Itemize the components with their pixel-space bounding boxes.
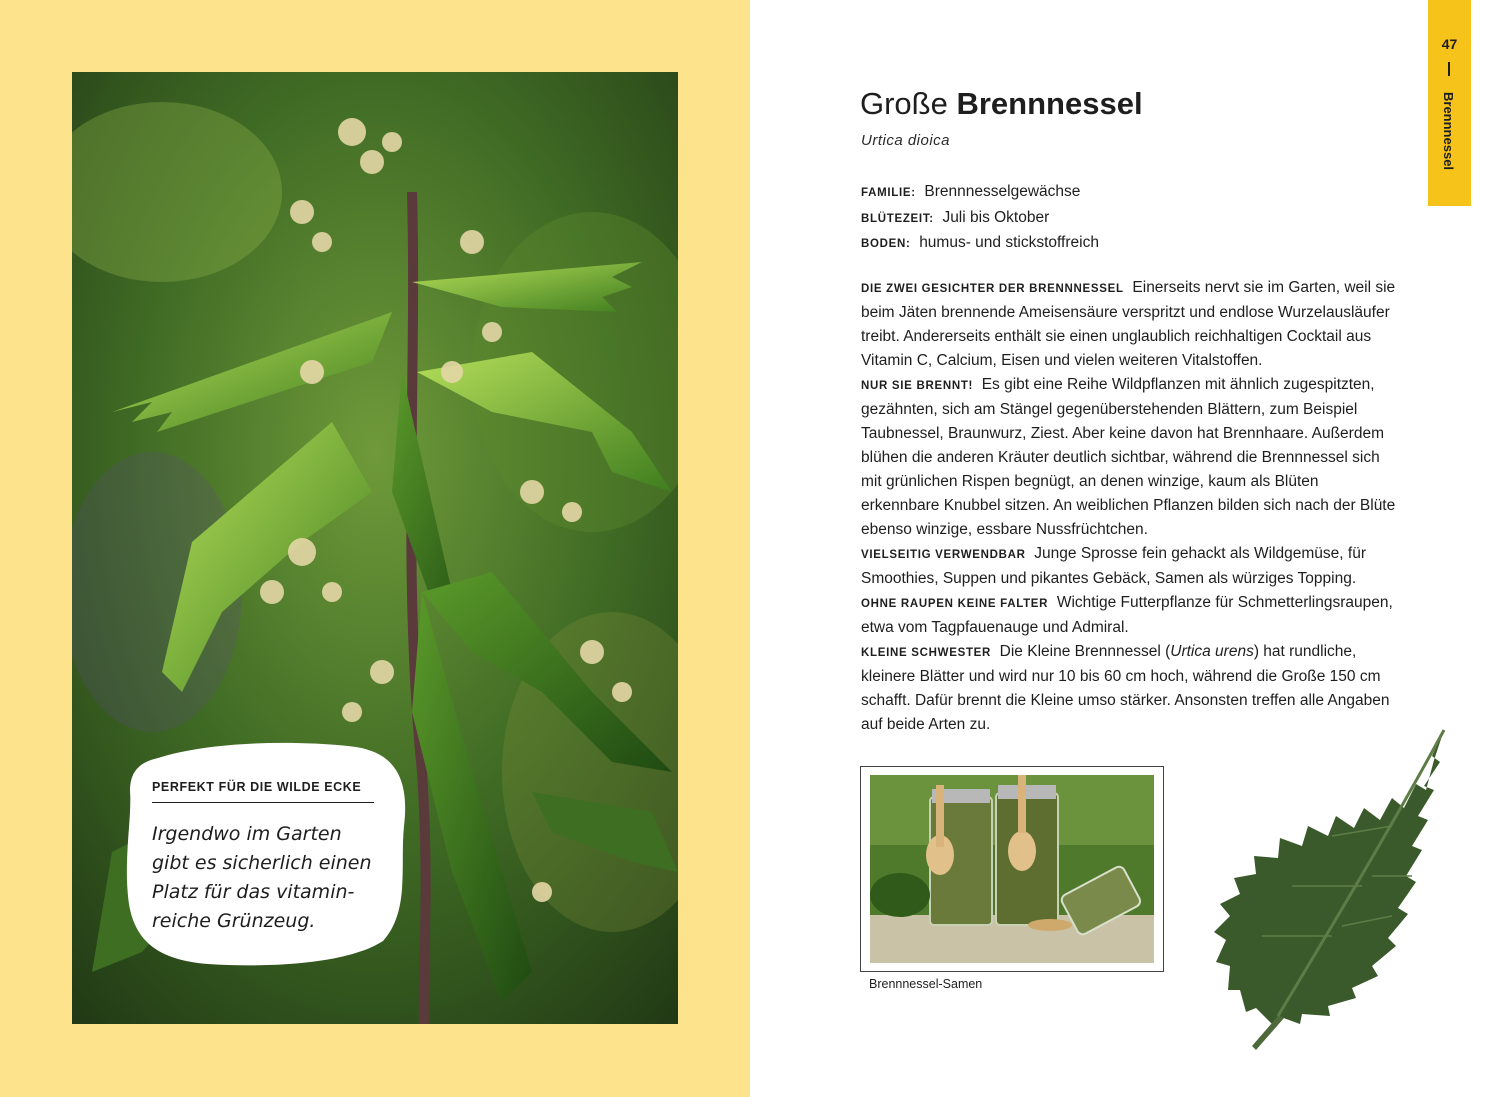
facts-list	[861, 180, 1421, 257]
fact-value: Juli bis Oktober	[942, 208, 1050, 226]
fact-row: BLÜTEZEIT: Juli bis Oktober	[861, 208, 1050, 226]
section-paragraph	[861, 373, 1401, 542]
section-paragraph	[861, 640, 1401, 737]
section-text: ) hat rundliche, kleinere Blätter und wird nur 10 bis 60 cm hoch, während die Große 150 cm schafft. Dafür brennt die Kleine umso stärker. Ansonsten treffen alle Angaben auf beide Arten zu.	[861, 643, 1390, 733]
section-heading: KLEINE SCHWESTER	[861, 647, 992, 659]
seed-jars-photo	[860, 766, 1164, 972]
section-paragraph	[861, 542, 1401, 591]
section-text: Es gibt eine Reihe Wildpflanzen mit ähnlich zugespitzten, gezähnten, sich am Stängel gegenüberstehenden Blättern, zum Beispiel Taubnessel, Braunwurz, Ziest. Aber keine davon hat Brennhaare. Außerdem blühen die anderen Kräuter deutlich sichtbar, während die Brennnessel sich mit grünlichen Rispen begnügt, an denen winzige, kaum als Blüten erkennbare Knubbel sitzen. An weiblichen Pflanzen bilden sich nach der Blüte ebenso winzige, essbare Nussfrüchtchen.	[861, 376, 1396, 538]
tab-label: Brennnessel	[1441, 92, 1456, 171]
page-number: 47	[1441, 36, 1458, 52]
section-heading: VIELSEITIG VERWENDBAR	[861, 549, 1026, 561]
page-title	[860, 86, 1143, 122]
title-prefix: Große	[860, 86, 948, 121]
right-page	[750, 0, 1500, 1097]
tip-box-title: PERFEKT FÜR DIE WILDE ECKE	[152, 780, 362, 794]
tip-box	[118, 736, 418, 968]
section-heading: NUR SIE BRENNT!	[861, 380, 974, 392]
section-paragraph	[861, 591, 1401, 640]
chapter-tab	[1428, 0, 1471, 206]
fact-label: BLÜTEZEIT	[861, 212, 930, 225]
fact-label: FAMILIE	[861, 187, 912, 199]
nettle-leaf-illustration	[1212, 726, 1452, 1056]
photo-caption: Brennnessel-Samen	[869, 977, 983, 991]
section-text: Einerseits nervt sie im Garten, weil sie beim Jäten brennende Ameisensäure verspritzt und endlose Wurzelausläufer treibt. Andererseits enthält sie einen unglaublich reichhaltigen Cocktail aus Vitamin C, Calcium, Eisen und vielen weiteren Vitalstoffen.	[861, 279, 1396, 369]
section-text: Wichtige Futterpflanze für Schmetterlingsraupen, etwa vom Tagpfauenauge und Admiral.	[861, 594, 1393, 636]
tip-box-text: Irgendwo im Garten gibt es sicherlich einen Platz für das vitaminreiche Grünzeug.	[152, 823, 372, 932]
section-heading: OHNE RAUPEN KEINE FALTER	[861, 598, 1049, 610]
section-text: Die Kleine Brennnessel (	[999, 643, 1171, 660]
title-main: Brennnessel	[956, 86, 1143, 121]
fact-row: FAMILIE: Brennnesselgewächse	[861, 183, 1081, 200]
section-heading: DIE ZWEI GESICHTER DER BRENNNESSEL	[861, 283, 1124, 295]
fact-label: BODEN	[861, 238, 907, 250]
fact-value: humus- und stickstoffreich	[919, 234, 1099, 251]
fact-value: Brennnesselgewächse	[924, 183, 1081, 200]
body-text	[861, 276, 1401, 737]
tab-divider	[1448, 62, 1450, 76]
section-latin: Urtica urens	[1170, 643, 1254, 660]
section-paragraph	[861, 276, 1401, 373]
tip-box-divider	[152, 802, 374, 803]
fact-row: BODEN: humus- und stickstoffreich	[861, 234, 1099, 251]
section-text: Junge Sprosse fein gehackt als Wildgemüse, für Smoothies, Suppen und pikantes Gebäck, Samen als würziges Topping.	[861, 545, 1366, 587]
latin-name: Urtica dioica	[861, 132, 951, 149]
